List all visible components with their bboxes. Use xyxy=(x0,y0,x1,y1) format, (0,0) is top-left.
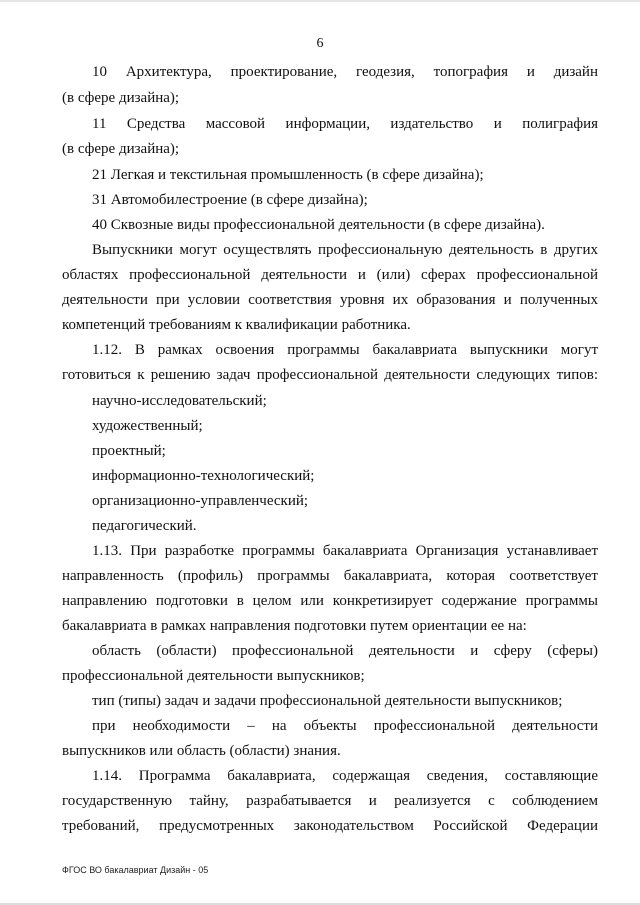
text-line: государственную тайну, разрабатывается и реализуется с соблюдением xyxy=(62,793,598,809)
list-item: художественный; xyxy=(92,418,203,434)
text-line: 1.14. Программа бакалавриата, содержащая сведения, составляющие xyxy=(92,768,598,784)
text-line: деятельности при условии соответствия уровня их образования и полученных xyxy=(62,292,598,308)
text-line: при необходимости – на объекты профессиональной деятельности xyxy=(92,718,598,734)
list-item: проектный; xyxy=(92,443,166,459)
text-line: требований, предусмотренных законодательством Российской Федерации xyxy=(62,818,598,834)
text-line: 40 Сквозные виды профессиональной деятельности (в сфере дизайна). xyxy=(92,217,545,233)
text-line: (в сфере дизайна); xyxy=(62,141,180,157)
text-line: 11 Средства массовой информации, издательство и полиграфия xyxy=(92,116,598,132)
text-line: областях профессиональной деятельности и (или) сферах профессиональной xyxy=(62,267,598,283)
text-line: 10 Архитектура, проектирование, геодезия, топография и дизайн xyxy=(92,64,598,80)
list-item: педагогический. xyxy=(92,518,197,534)
page-number: 6 xyxy=(316,36,324,51)
list-item: организационно-управленческий; xyxy=(92,493,309,509)
text-line: компетенций требованиям к квалификации работника. xyxy=(62,317,411,333)
list-item: научно-исследовательский; xyxy=(92,393,267,409)
text-line: готовиться к решению задач профессиональной деятельности следующих типов: xyxy=(62,367,598,383)
text-line: 21 Легкая и текстильная промышленность (в сфере дизайна); xyxy=(92,167,484,183)
text-line: профессиональной деятельности выпускников; xyxy=(62,668,365,684)
text-line: 31 Автомобилестроение (в сфере дизайна); xyxy=(92,192,368,208)
text-line: тип (типы) задач и задачи профессиональной деятельности выпускников; xyxy=(92,693,563,709)
text-line: направлению подготовки в целом или конкретизирует содержание программы xyxy=(62,593,598,609)
text-line: 1.13. При разработке программы бакалавриата Организация устанавливает xyxy=(92,543,598,559)
list-item: информационно-технологический; xyxy=(92,468,315,484)
text-line: бакалавриата в рамках направления подготовки путем ориентации ее на: xyxy=(62,618,527,634)
footer-note: ФГОС ВО бакалавриат Дизайн - 05 xyxy=(62,865,209,875)
text-line: область (области) профессиональной деятельности и сферу (сферы) xyxy=(92,643,598,659)
text-line: Выпускники могут осуществлять профессиональную деятельность в других xyxy=(92,242,598,258)
top-page-edge xyxy=(0,0,640,2)
text-line: направленность (профиль) программы бакалавриата, которая соответствует xyxy=(62,568,598,584)
text-line: выпускников или область (области) знания. xyxy=(62,743,341,759)
text-line: 1.12. В рамках освоения программы бакалавриата выпускники могут xyxy=(92,342,598,358)
text-line: (в сфере дизайна); xyxy=(62,90,180,106)
